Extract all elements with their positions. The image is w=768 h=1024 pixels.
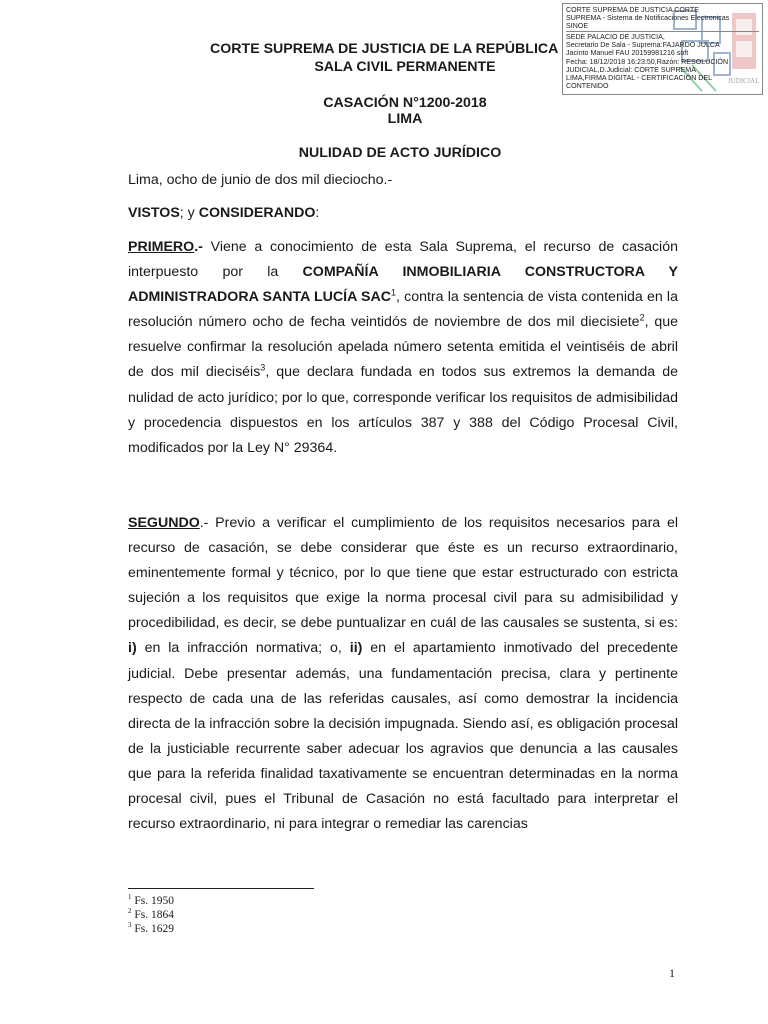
primero-text-4: , que declara fundada en todos sus extremos la demanda de nulidad de acto jurídico; por lo que, corresponde verificar los requisitos de admisibilidad y procedencia dispuestos en los artículos 387 y 388 del Código Procesal Civil, modificados por la Ley N° 29364.: [128, 364, 678, 456]
primero-text-1: Viene a conocimiento de esta Sala Suprema, el recurso de casación interpuesto por la: [128, 239, 678, 281]
segundo-text-3: en el apartamiento inmotivado del precedente judicial. Debe presentar además, una fundamentación precisa, clara y pertinente respecto de cada una de las referidas causales, así como demostrar la incidencia directa de la infracción sobre la decisión impugnada. Siendo así, es obligación procesal de la justiciable recurrente saber adecuar los agravios que denuncia a las causales que para la referida finalidad taxativamente se encuentran determinadas en la norma procesal civil, pues el Tribunal de Casación no está facultado para interpretar el recurso extraordinario, ni para integrar o remediar las carencias: [128, 640, 678, 833]
company-name: COMPAÑÍA INMOBILIARIA CONSTRUCTORA Y ADMINISTRADORA SANTA LUCÍA SAC: [128, 264, 678, 306]
vistos-line: [128, 205, 319, 221]
considerando-word: CONSIDERANDO: [198, 205, 316, 221]
paragraph-primero: [128, 235, 678, 461]
stamp-divider: [566, 31, 759, 32]
vistos-colon: :: [315, 205, 320, 221]
footnote-ref-1: 1: [390, 287, 396, 298]
vistos-connector: ; y: [179, 205, 199, 221]
item-i-marker: i): [128, 640, 137, 657]
city-heading: LIMA: [387, 111, 423, 127]
primero-text-3: , que resuelve confirmar la resolución apelada número setenta emitida el veintiséis de abril de dos mil dieciséis: [128, 314, 678, 381]
primero-text-2: , contra la sentencia de vista contenida en la resolución número ocho de fecha veintidós de noviembre de dos mil diecisiete: [128, 289, 678, 331]
footnote-3-text: Fs. 1629: [131, 923, 174, 935]
footnote-2-text: Fs. 1864: [131, 909, 174, 921]
paragraph-segundo: [128, 511, 678, 837]
footnote-3: [128, 923, 174, 936]
footnote-2: [128, 909, 174, 922]
matter-heading: NULIDAD DE ACTO JURÍDICO: [298, 145, 502, 161]
segundo-text-1: Previo a verificar el cumplimiento de los requisitos necesarios para el recurso de casación, se debe considerar que éste es un recurso extraordinario, eminentemente formal y técnico, por lo que tiene que estar estructurado con estricta sujeción a los requisitos que exige la norma procesal civil para su admisibilidad y procedibilidad, es decir, se debe puntualizar en cuál de las causales se sustenta, si es:: [128, 515, 678, 632]
segundo-separator: .-: [199, 515, 209, 531]
date-line: Lima, ocho de junio de dos mil dieciocho.-: [128, 172, 393, 188]
stamp-signer-text: SEDE PALACIO DE JUSTICIA, Secretario De Sala - Suprema:FAJARDO JULCA Jacinto Manuel FAU 20159981216 soft Fecha: 18/12/2018 16:23:50,Razón: RESOLUCIÓN JUDICIAL,D.Judicial: CORTE SUPREMA LIMA,FIRMA DIGITAL - CERTIFICACIÓN DEL CONTENIDO: [566, 33, 729, 91]
footnote-1-number: 1: [128, 893, 132, 902]
stamp-issuer-text: CORTE SUPREMA DE JUSTICIA CORTE SUPREMA - Sistema de Notificaciones Electronicas SINOE: [566, 6, 730, 31]
vistos-word: VISTOS: [128, 205, 180, 221]
footnote-1: [128, 895, 174, 908]
sala-heading: SALA CIVIL PERMANENTE: [314, 59, 496, 75]
digital-signature-stamp: [562, 3, 763, 95]
primero-label: PRIMERO: [128, 239, 195, 255]
item-ii-marker: ii): [349, 640, 363, 657]
primero-separator: .-: [194, 239, 203, 255]
footnote-ref-3: 3: [260, 362, 266, 373]
page-number: 1: [669, 966, 675, 980]
footnote-3-number: 3: [128, 921, 132, 930]
segundo-label: SEGUNDO: [128, 515, 200, 531]
footnote-2-number: 2: [128, 907, 132, 916]
casacion-number: CASACIÓN N°1200-2018: [323, 95, 487, 111]
footnote-1-text: Fs. 1950: [131, 895, 174, 907]
footnote-rule: [128, 888, 314, 889]
court-name-heading: CORTE SUPREMA DE JUSTICIA DE LA REPÚBLICA: [210, 41, 559, 57]
segundo-text-2: en la infracción normativa; o,: [136, 640, 350, 657]
footnote-ref-2: 2: [639, 312, 645, 323]
svg-text:JUDICIAL: JUDICIAL: [728, 77, 760, 85]
